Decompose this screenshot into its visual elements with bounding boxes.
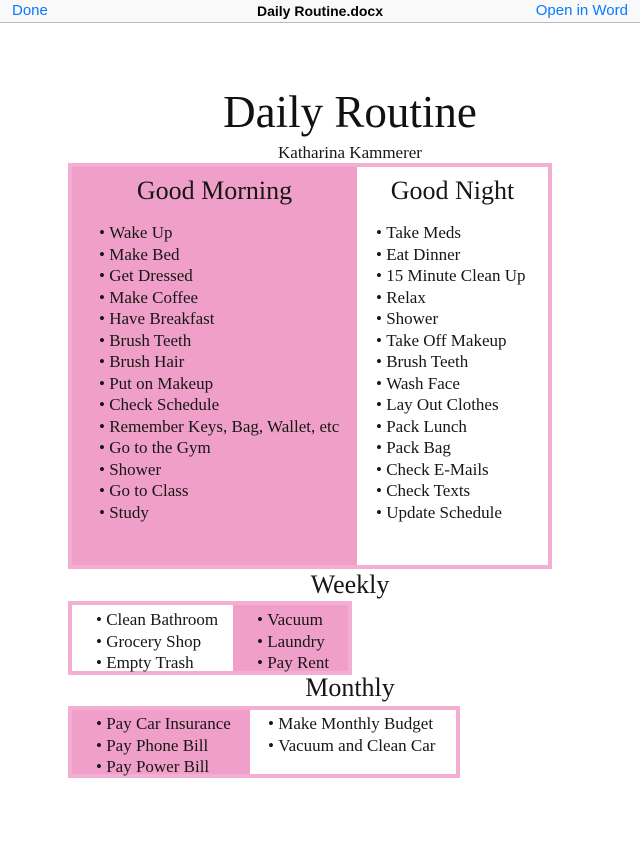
- navigation-bar: [0, 0, 640, 23]
- list-item: • Vacuum and Clean Car: [268, 735, 456, 757]
- list-item: • Empty Trash: [96, 652, 233, 674]
- document-filename: Daily Routine.docx: [256, 3, 384, 19]
- monthly-right-list: [250, 710, 456, 756]
- good-morning-cell: [72, 167, 357, 565]
- monthly-heading: Monthly: [305, 673, 395, 702]
- weekly-right-list: [233, 605, 348, 674]
- good-night-cell: [357, 167, 548, 565]
- list-item: • Brush Hair: [99, 351, 357, 373]
- done-button[interactable]: Done: [12, 2, 48, 19]
- list-item: • Clean Bathroom: [96, 609, 233, 631]
- weekly-right-cell: [233, 605, 348, 671]
- list-item: • Go to Class: [99, 480, 357, 502]
- monthly-left-cell: [72, 710, 250, 774]
- list-item: • Wake Up: [99, 222, 357, 244]
- list-item: • Study: [99, 502, 357, 524]
- list-item: • Relax: [376, 287, 548, 309]
- good-morning-heading: Good Morning: [136, 176, 293, 205]
- list-item: • Shower: [376, 308, 548, 330]
- list-item: • Pack Lunch: [376, 416, 548, 438]
- weekly-heading: Weekly: [310, 570, 390, 599]
- list-item: • Lay Out Clothes: [376, 394, 548, 416]
- list-item: • Remember Keys, Bag, Wallet, etc: [99, 416, 357, 438]
- list-item: • Get Dressed: [99, 265, 357, 287]
- list-item: • Pay Power Bill: [96, 756, 250, 778]
- list-item: • Take Meds: [376, 222, 548, 244]
- list-item: • Check Schedule: [99, 394, 357, 416]
- monthly-left-list: [72, 710, 250, 778]
- monthly-right-cell: [250, 710, 456, 774]
- doc-author: Katharina Kammerer: [278, 143, 422, 162]
- list-item: • Check E-Mails: [376, 459, 548, 481]
- list-item: • Go to the Gym: [99, 437, 357, 459]
- list-item: • Wash Face: [376, 373, 548, 395]
- list-item: • Check Texts: [376, 480, 548, 502]
- list-item: • Make Coffee: [99, 287, 357, 309]
- good-morning-list: [72, 222, 357, 523]
- list-item: • Grocery Shop: [96, 631, 233, 653]
- good-night-list: [357, 222, 548, 523]
- list-item: • Pay Rent: [257, 652, 348, 674]
- monthly-table: [68, 706, 460, 778]
- doc-title: Daily Routine: [223, 87, 477, 137]
- list-item: • Pay Car Insurance: [96, 713, 250, 735]
- list-item: • Make Bed: [99, 244, 357, 266]
- list-item: • Brush Teeth: [99, 330, 357, 352]
- weekly-left-cell: [72, 605, 233, 671]
- list-item: • Eat Dinner: [376, 244, 548, 266]
- weekly-left-list: [72, 605, 233, 674]
- list-item: • Pay Phone Bill: [96, 735, 250, 757]
- list-item: • Vacuum: [257, 609, 348, 631]
- list-item: • Have Breakfast: [99, 308, 357, 330]
- list-item: • Shower: [99, 459, 357, 481]
- list-item: • Pack Bag: [376, 437, 548, 459]
- list-item: • Take Off Makeup: [376, 330, 548, 352]
- list-item: • Update Schedule: [376, 502, 548, 524]
- daily-routine-table: [68, 163, 552, 569]
- list-item: • 15 Minute Clean Up: [376, 265, 548, 287]
- list-item: • Put on Makeup: [99, 373, 357, 395]
- open-in-word-button[interactable]: Open in Word: [535, 2, 628, 19]
- list-item: • Laundry: [257, 631, 348, 653]
- good-night-heading: Good Night: [390, 176, 515, 205]
- list-item: • Make Monthly Budget: [268, 713, 456, 735]
- list-item: • Brush Teeth: [376, 351, 548, 373]
- weekly-table: [68, 601, 352, 675]
